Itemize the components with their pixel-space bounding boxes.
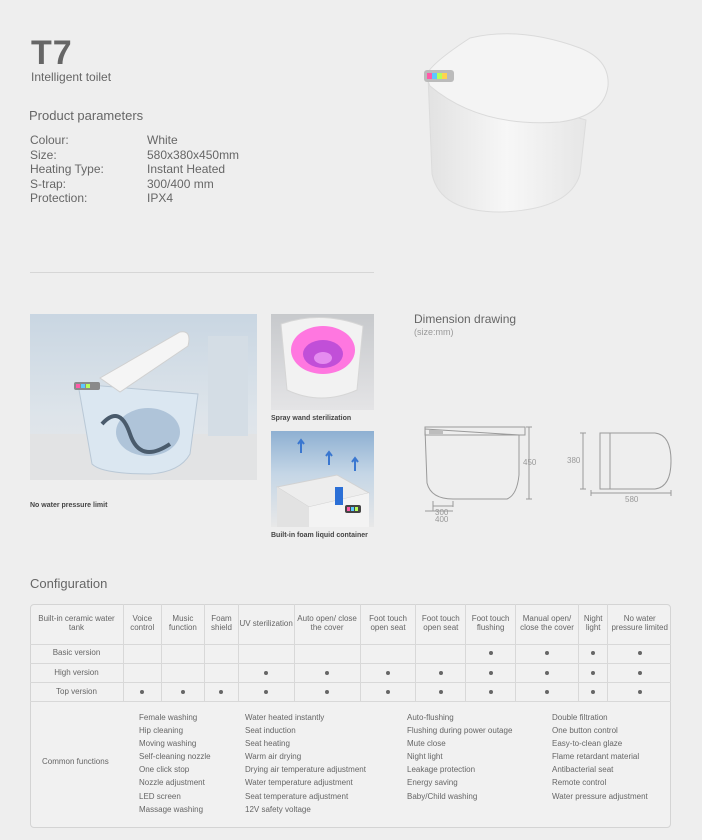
feature-included-dot [386, 690, 390, 694]
feature-cell [515, 644, 578, 663]
function-item: Female washing [139, 713, 198, 722]
feature-cell [466, 663, 516, 682]
feature-included-dot [489, 690, 493, 694]
feature-included-dot [489, 671, 493, 675]
param-value: White [147, 133, 178, 147]
function-item: Night light [407, 752, 443, 762]
column-header: Foam shield [205, 604, 239, 644]
version-name: Top version [30, 683, 123, 702]
function-item: Easy-to-clean glaze [552, 739, 623, 749]
param-key: S-trap: [30, 176, 67, 191]
feature-included-dot [638, 690, 642, 694]
param-row-heating [30, 162, 239, 177]
feature-cell [416, 644, 466, 663]
function-item: Seat temperature adjustment [245, 791, 349, 801]
feature-included-dot [591, 651, 595, 655]
feature-cell [123, 683, 161, 702]
column-header: Foot touch open seat [416, 604, 466, 644]
feature-cell [161, 663, 205, 682]
feature-cell [294, 644, 360, 663]
feature-cell [294, 663, 360, 682]
column-header: Voice control [123, 604, 161, 644]
configuration-table [30, 604, 671, 702]
feature-photo-main [30, 314, 257, 480]
column-header: Foot touch open seat [360, 604, 416, 644]
column-header: No water pressure limited [608, 604, 671, 644]
feature-included-dot [439, 671, 443, 675]
version-name: Basic version [30, 644, 123, 663]
feature-cell [416, 663, 466, 682]
function-item: Auto-flushing [407, 713, 454, 722]
feature-cell [238, 644, 294, 663]
function-item: Mute close [407, 739, 446, 749]
toilet-cutaway-illustration [30, 314, 257, 480]
function-item: Drying air temperature adjustment [245, 765, 366, 775]
feature-cell [416, 683, 466, 702]
feature-cell [205, 683, 239, 702]
version-row-basic [30, 644, 671, 663]
common-functions-label: Common functions [42, 757, 109, 766]
param-key: Colour: [30, 133, 69, 147]
function-item: Remote control [552, 778, 607, 788]
feature-cell [515, 683, 578, 702]
product-subtitle: Intelligent toilet [31, 70, 112, 84]
feature-included-dot [386, 671, 390, 675]
configuration-title: Configuration [30, 576, 108, 591]
version-row-top [30, 683, 671, 702]
feature-cell [608, 663, 671, 682]
version-name: High version [30, 663, 123, 682]
version-row-high [30, 663, 671, 682]
dimension-width-label: 380 [567, 456, 581, 465]
feature-included-dot [591, 690, 595, 694]
function-item: Water pressure adjustment [552, 791, 648, 801]
feature-included-dot [219, 690, 223, 694]
function-item: Baby/Child washing [407, 791, 478, 801]
feature-included-dot [264, 671, 268, 675]
param-row-colour [30, 133, 239, 148]
feature-cell [578, 663, 607, 682]
feature-included-dot [140, 690, 144, 694]
param-row-protection [30, 191, 239, 206]
feature-included-dot [638, 671, 642, 675]
dimension-unit: (size:mm) [414, 327, 454, 337]
feature-cell [608, 644, 671, 663]
function-item: Moving washing [139, 739, 197, 749]
functions-column-3 [407, 711, 512, 803]
function-item: Seat heating [245, 739, 290, 749]
feature-photo-foam [271, 431, 374, 527]
param-value: 300/400 mm [147, 176, 214, 191]
feature-cell [466, 644, 516, 663]
feature-included-dot [638, 651, 642, 655]
dimension-height-label: 450 [523, 458, 537, 467]
function-item: LED screen [139, 791, 181, 801]
feature-caption-spray: Spray wand sterilization [271, 415, 352, 422]
section-divider [30, 272, 374, 273]
function-item: One button control [552, 726, 618, 736]
column-header: Auto open/ close the cover [294, 604, 360, 644]
feature-included-dot [264, 690, 268, 694]
param-row-strap [30, 177, 239, 192]
function-item: Antibacterial seat [552, 765, 614, 775]
dimension-drawing [405, 405, 695, 535]
dimension-title: Dimension drawing [414, 312, 517, 326]
functions-column-1 [139, 711, 211, 816]
feature-cell [123, 663, 161, 682]
feature-cell [238, 683, 294, 702]
dimension-trap1-label: 300 [435, 508, 449, 517]
feature-included-dot [439, 690, 443, 694]
feature-caption-foam: Built-in foam liquid container [271, 532, 368, 539]
function-item: Flushing during power outage [407, 726, 513, 736]
dimension-trap2-label: 400 [435, 515, 449, 524]
feature-cell [161, 683, 205, 702]
foam-container-illustration [271, 431, 374, 527]
function-item: Energy saving [407, 778, 458, 788]
column-header: Built-in ceramic water tank [30, 604, 123, 644]
param-value: 580x380x450mm [147, 147, 240, 162]
feature-included-dot [591, 671, 595, 675]
feature-cell [578, 683, 607, 702]
column-header: Night light [578, 604, 607, 644]
feature-cell [608, 683, 671, 702]
function-item: Massage washing [139, 804, 204, 814]
column-header: UV sterilization [238, 604, 294, 644]
feature-included-dot [181, 690, 185, 694]
feature-included-dot [545, 671, 549, 675]
spray-wand-illustration [271, 314, 374, 410]
functions-column-2 [245, 711, 366, 816]
dimension-length-label: 580 [625, 495, 639, 504]
function-item: One click stop [139, 765, 190, 775]
feature-included-dot [545, 690, 549, 694]
feature-photo-spray [271, 314, 374, 410]
param-value: IPX4 [147, 191, 174, 206]
feature-included-dot [489, 651, 493, 655]
parameters-list [30, 133, 239, 206]
feature-cell [205, 644, 239, 663]
function-item: Water temperature adjustment [245, 778, 353, 788]
function-item: Water heated instantly [245, 713, 325, 722]
feature-cell [161, 644, 205, 663]
function-item: 12V safety voltage [245, 804, 311, 814]
feature-included-dot [325, 671, 329, 675]
toilet-product-image [410, 24, 620, 224]
param-key: Heating Type: [30, 162, 104, 177]
param-key: Size: [30, 147, 57, 162]
column-header: Foot touch flushing [466, 604, 516, 644]
feature-cell [360, 644, 416, 663]
product-model: T7 [31, 34, 73, 72]
parameters-title: Product parameters [29, 108, 144, 123]
feature-included-dot [545, 651, 549, 655]
param-key: Protection: [30, 191, 88, 206]
function-item: Seat induction [245, 726, 296, 736]
feature-cell [466, 683, 516, 702]
feature-cell [360, 663, 416, 682]
column-header: Manual open/ close the cover [515, 604, 578, 644]
feature-cell [238, 663, 294, 682]
feature-cell [360, 683, 416, 702]
feature-included-dot [325, 690, 329, 694]
feature-cell [294, 683, 360, 702]
feature-cell [515, 663, 578, 682]
param-value: Instant Heated [147, 162, 226, 177]
feature-caption-pressure: No water pressure limit [30, 502, 108, 509]
function-item: Flame retardant material [552, 752, 640, 762]
feature-cell [205, 663, 239, 682]
feature-cell [123, 644, 161, 663]
table-header-row [30, 604, 671, 644]
column-header: Music function [161, 604, 205, 644]
function-item: Hip cleaning [139, 726, 184, 736]
feature-cell [578, 644, 607, 663]
function-item: Double filtration [552, 713, 608, 722]
param-row-size [30, 148, 239, 163]
function-item: Self-cleaning nozzle [139, 752, 211, 762]
function-item: Nozzle adjustment [139, 778, 205, 788]
functions-column-4 [552, 711, 648, 803]
function-item: Warm air drying [245, 752, 302, 762]
function-item: Leakage protection [407, 765, 476, 775]
